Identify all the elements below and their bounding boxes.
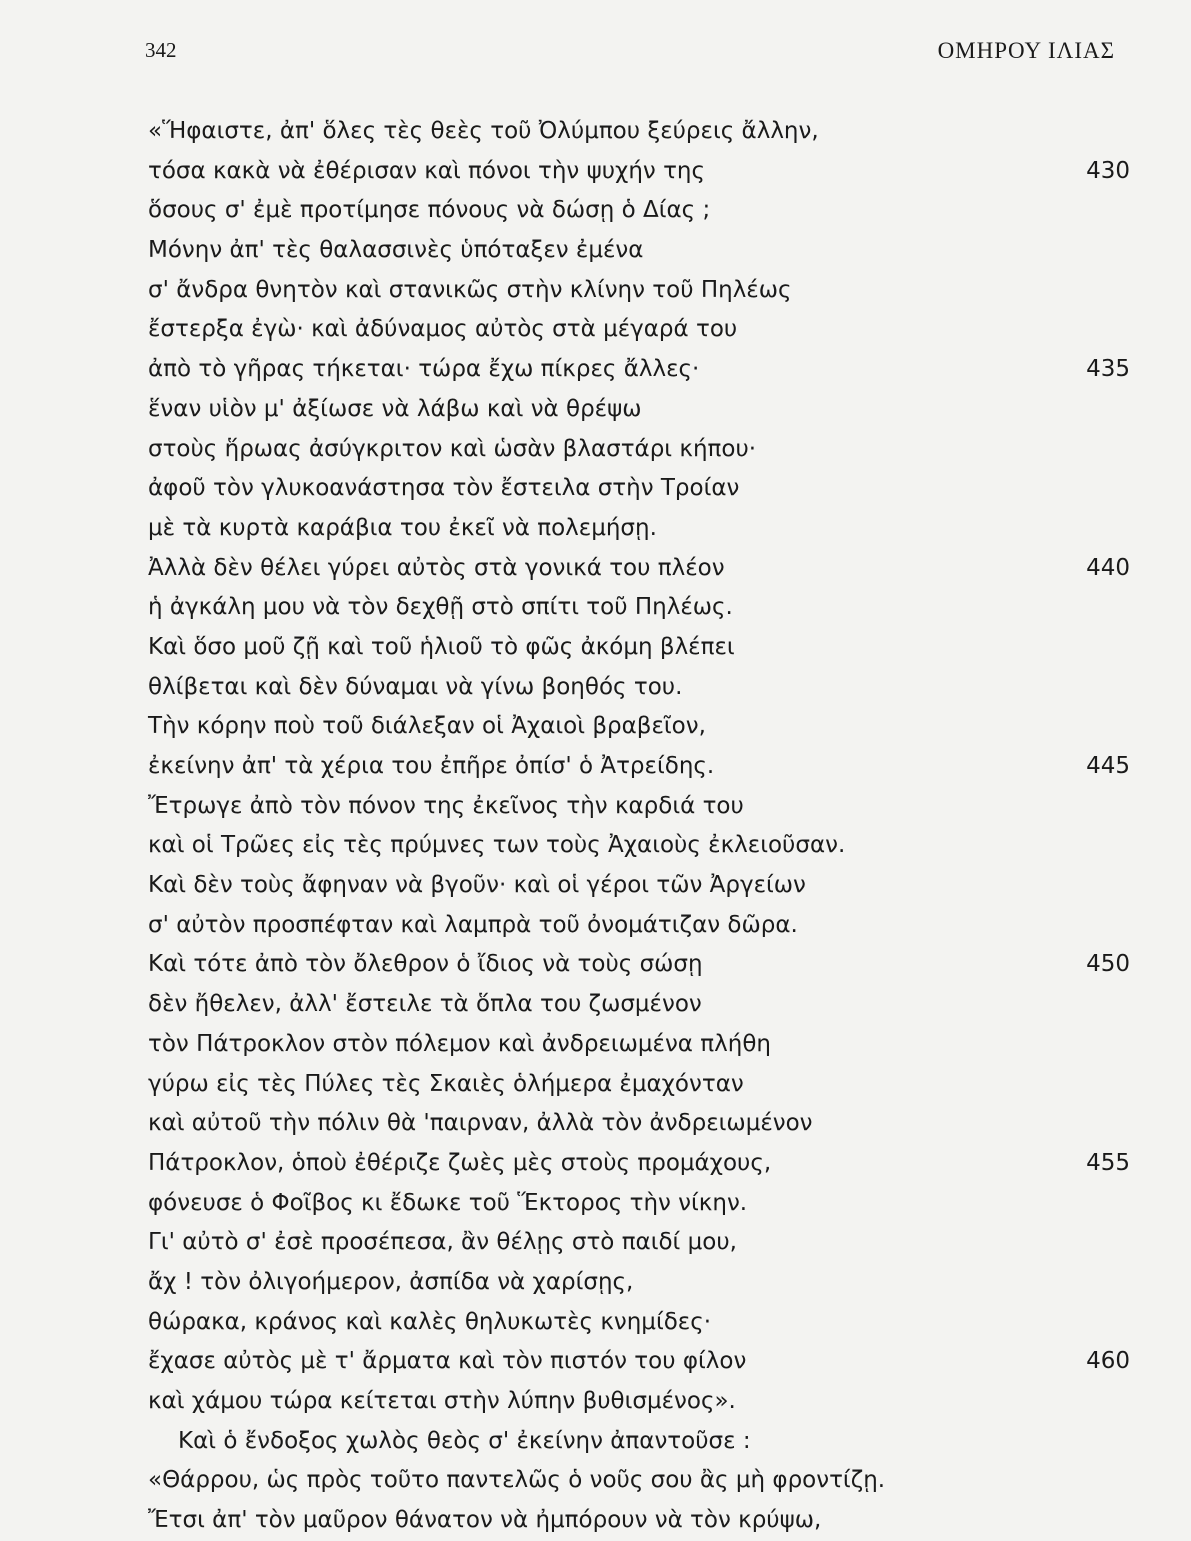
- running-title: ΟΜΗΡΟΥ ΙΛΙΑΣ: [937, 38, 1115, 63]
- verse-line: [120, 707, 1130, 747]
- verse-line: [120, 1303, 1130, 1343]
- verse-line: [120, 509, 1130, 549]
- verse-line: [120, 1065, 1130, 1105]
- verse-text: ἄχ ! τὸν ὀλιγοήμερον, ἀσπίδα νὰ χαρίσῃς,: [148, 1268, 634, 1295]
- verse-line: [120, 1025, 1130, 1065]
- verse-line: [120, 1144, 1130, 1184]
- verse-line: [120, 271, 1130, 311]
- verse-line: [120, 469, 1130, 509]
- verse-text: καὶ χάμου τώρα κείτεται στὴν λύπην βυθισμένος».: [148, 1388, 736, 1414]
- verse-line: [120, 1461, 1130, 1501]
- verse-text: Καὶ ὁ ἔνδοξος χωλὸς θεὸς σ' ἐκείνην ἀπαντοῦσε :: [178, 1427, 751, 1454]
- verse-line: [120, 430, 1130, 470]
- verse-text: τὸν Πάτροκλον στὸν πόλεμον καὶ ἀνδρειωμένα πλήθη: [148, 1030, 771, 1057]
- verse-text: Καὶ δὲν τοὺς ἄφηναν νὰ βγοῦν· καὶ οἱ γέροι τῶν Ἀργείων: [148, 872, 806, 899]
- verse-text: ἐκείνην ἀπ' τὰ χέρια του ἐπῆρε ὀπίσ' ὁ Ἀτρείδης.: [148, 753, 715, 779]
- verse-text: ἔστερξα ἐγὼ· καὶ ἀδύναμος αὐτὸς στὰ μέγαρά του: [148, 316, 738, 343]
- verse-text: Ἔτσι ἀπ' τὸν μαῦρον θάνατον νὰ ἠμπόρουν νὰ τὸν κρύψω,: [148, 1507, 822, 1534]
- verse-block: [120, 112, 1130, 1541]
- line-number: 440: [1086, 554, 1130, 581]
- verse-line: [120, 826, 1130, 866]
- verse-line: [120, 1104, 1130, 1144]
- verse-line: [120, 1263, 1130, 1303]
- line-number: 445: [1086, 753, 1130, 779]
- verse-line: [120, 985, 1130, 1025]
- verse-line: [120, 668, 1130, 708]
- verse-text: Γι' αὐτὸ σ' ἐσὲ προσέπεσα, ἂν θέλῃς στὸ παιδί μου,: [148, 1229, 737, 1256]
- verse-text: «Ἥφαιστε, ἀπ' ὅλες τὲς θεὲς τοῦ Ὀλύμπου ξεύρεις ἄλλην,: [148, 118, 819, 144]
- verse-line: [120, 1342, 1130, 1382]
- verse-text: ἀφοῦ τὸν γλυκοανάστησα τὸν ἔστειλα στὴν Τροίαν: [148, 475, 740, 502]
- verse-line: [120, 1501, 1130, 1541]
- line-number: 450: [1086, 951, 1130, 978]
- verse-text: σ' ἄνδρα θνητὸν καὶ στανικῶς στὴν κλίνην τοῦ Πηλέως: [148, 276, 792, 303]
- page-number: 342: [145, 38, 177, 62]
- verse-line: [120, 152, 1130, 192]
- line-number: 435: [1086, 356, 1130, 383]
- verse-line: [120, 787, 1130, 827]
- verse-line: [120, 945, 1130, 985]
- verse-line: [120, 747, 1130, 787]
- verse-line: [120, 231, 1130, 271]
- verse-text: Ἔτρωγε ἀπὸ τὸν πόνον της ἐκεῖνος τὴν καρδιά του: [148, 792, 744, 819]
- verse-text: τόσα κακὰ νὰ ἐθέρισαν καὶ πόνοι τὴν ψυχήν της: [148, 157, 705, 184]
- verse-text: καὶ αὐτοῦ τὴν πόλιν θὰ 'παιρναν, ἀλλὰ τὸν ἀνδρειωμένον: [148, 1110, 813, 1137]
- verse-text: Καὶ τότε ἀπὸ τὸν ὄλεθρον ὁ ἴδιος νὰ τοὺς σώσῃ: [148, 951, 703, 978]
- verse-text: μὲ τὰ κυρτὰ καράβια του ἐκεῖ νὰ πολεμήσῃ.: [148, 514, 657, 541]
- verse-line: [120, 1223, 1130, 1263]
- verse-text: Τὴν κόρην ποὺ τοῦ διάλεξαν οἱ Ἀχαιοὶ βραβεῖον,: [148, 713, 706, 740]
- verse-line: [120, 549, 1130, 589]
- page-header: [145, 38, 1115, 74]
- verse-line: [120, 1382, 1130, 1422]
- verse-text: Καὶ ὅσο μοῦ ζῇ καὶ τοῦ ἡλιοῦ τὸ φῶς ἀκόμη βλέπει: [148, 633, 735, 660]
- verse-line: [120, 390, 1130, 430]
- verse-text: ἔχασε αὐτὸς μὲ τ' ἄρματα καὶ τὸν πιστόν του φίλον: [148, 1348, 747, 1375]
- verse-text: Ἀλλὰ δὲν θέλει γύρει αὐτὸς στὰ γονικά του πλέον: [148, 554, 725, 581]
- verse-text: «Θάρρου, ὡς πρὸς τοῦτο παντελῶς ὁ νοῦς σου ἂς μὴ φροντίζῃ.: [148, 1467, 886, 1494]
- verse-text: φόνευσε ὁ Φοῖβος κι ἔδωκε τοῦ Ἕκτορος τὴν νίκην.: [148, 1189, 748, 1216]
- verse-line: [120, 1422, 1130, 1462]
- verse-line: [120, 588, 1130, 628]
- verse-text: ἀπὸ τὸ γῆρας τήκεται· τώρα ἔχω πίκρες ἄλλες·: [148, 356, 700, 383]
- line-number: 455: [1086, 1149, 1130, 1176]
- verse-text: Μόνην ἀπ' τὲς θαλασσινὲς ὑπόταξεν ἐμένα: [148, 237, 644, 264]
- line-number: 430: [1086, 157, 1130, 184]
- line-number: 460: [1086, 1348, 1130, 1375]
- verse-line: [120, 906, 1130, 946]
- verse-text: ἕναν υἱὸν μ' ἀξίωσε νὰ λάβω καὶ νὰ θρέψω: [148, 395, 642, 422]
- verse-line: [120, 112, 1130, 152]
- verse-text: σ' αὐτὸν προσπέφταν καὶ λαμπρὰ τοῦ ὀνομάτιζαν δῶρα.: [148, 911, 798, 938]
- verse-text: θλίβεται καὶ δὲν δύναμαι νὰ γίνω βοηθός του.: [148, 673, 683, 700]
- verse-line: [120, 1184, 1130, 1224]
- verse-text: δὲν ἤθελεν, ἀλλ' ἔστειλε τὰ ὅπλα του ζωσμένον: [148, 991, 702, 1018]
- verse-text: στοὺς ἥρωας ἀσύγκριτον καὶ ὡσὰν βλαστάρι κήπου·: [148, 435, 757, 462]
- verse-line: [120, 866, 1130, 906]
- verse-line: [120, 310, 1130, 350]
- verse-line: [120, 350, 1130, 390]
- verse-text: ἡ ἀγκάλη μου νὰ τὸν δεχθῇ στὸ σπίτι τοῦ Πηλέως.: [148, 594, 733, 621]
- verse-text: θώρακα, κράνος καὶ καλὲς θηλυκωτὲς κνημίδες·: [148, 1308, 712, 1335]
- verse-text: Πάτροκλον, ὁποὺ ἐθέριζε ζωὲς μὲς στοὺς προμάχους,: [148, 1149, 772, 1176]
- verse-text: καὶ οἱ Τρῶες εἰς τὲς πρύμνες των τοὺς Ἀχαιοὺς ἐκλειοῦσαν.: [148, 832, 846, 859]
- verse-text: γύρω εἰς τὲς Πύλες τὲς Σκαιὲς ὁλήμερα ἐμαχόνταν: [148, 1070, 744, 1097]
- verse-text: ὅσους σ' ἐμὲ προτίμησε πόνους νὰ δώσῃ ὁ Δίας ;: [148, 197, 711, 224]
- verse-line: [120, 628, 1130, 668]
- verse-line: [120, 191, 1130, 231]
